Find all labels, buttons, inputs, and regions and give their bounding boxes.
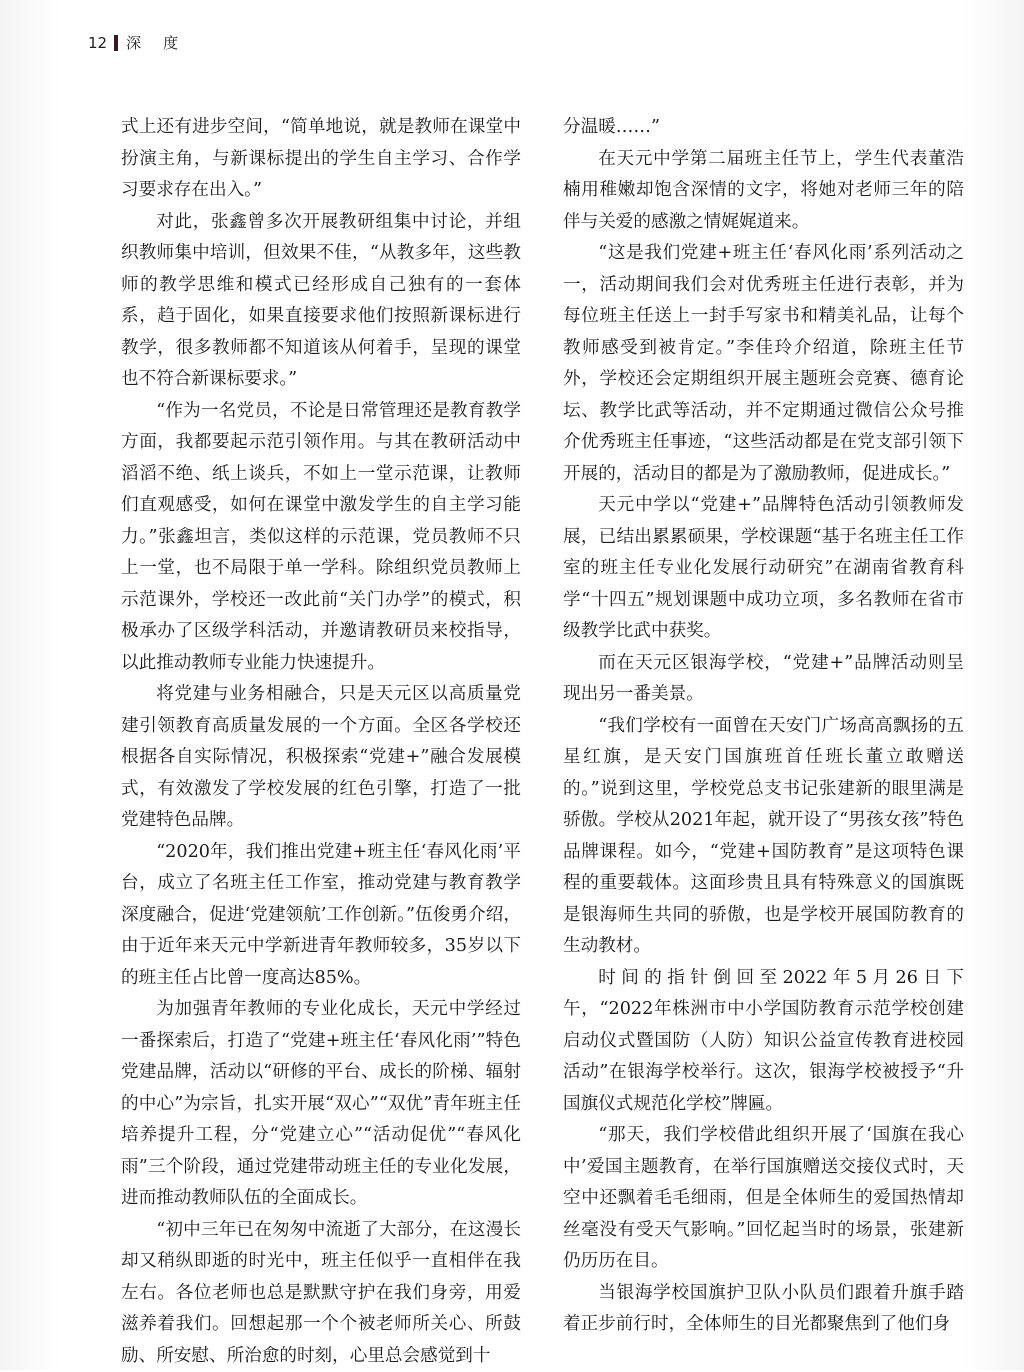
left-text-column [121, 112, 521, 1372]
paragraph: 为加强青年教师的专业化成长，天元中学经过一番探索后，打造了“党建+班主任‘春风化雨’”特色党建品牌，活动以“研修的平台、成长的阶梯、辐射的中心”为宗旨，扎实开展“双心”“双优”青年班主任培养提升工程，分“党建立心”“活动促优”“春风化雨”三个阶段，通过党建带动班主任的专业化发展，进而推动教师队伍的全面成长。 [121, 994, 521, 1215]
right-text-column [563, 112, 964, 1341]
paragraph: 当银海学校国旗护卫队小队员们跟着升旗手踏着正步前行时，全体师生的目光都聚焦到了他们身 [563, 1278, 964, 1341]
paragraph: 分温暖……” [563, 112, 964, 144]
paragraph: “这是我们党建+班主任‘春风化雨’系列活动之一，活动期间我们会对优秀班主任进行表彰，并为每位班主任送上一封手写家书和精美礼品，让每个教师感受到被肯定。”李佳玲介绍道，除班主任节外，学校还会定期组织开展主题班会竞赛、德育论坛、教学比武等活动，并不定期通过微信公众号推介优秀班主任事迹，“这些活动都是在党支部引领下开展的，活动目的都是为了激励教师，促进成长。” [563, 238, 964, 490]
paragraph: “那天，我们学校借此组织开展了‘国旗在我心中’爱国主题教育，在举行国旗赠送交接仪式时，天空中还飘着毛毛细雨，但是全体师生的爱国热情却丝毫没有受天气影响。”回忆起当时的场景，张建新仍历历在目。 [563, 1120, 964, 1278]
paragraph: “2020年，我们推出党建+班主任‘春风化雨’平台，成立了名班主任工作室，推动党建与教育教学深度融合，促进‘党建领航’工作创新。”伍俊勇介绍，由于近年来天元中学新进青年教师较多，35岁以下的班主任占比曾一度高达85%。 [121, 837, 521, 995]
paragraph: 时间的指针倒回至2022年5月26日下午，“2022年株洲市中小学国防教育示范学校创建启动仪式暨国防（人防）知识公益宣传教育进校园活动”在银海学校举行。这次，银海学校被授予“升国旗仪式规范化学校”牌匾。 [563, 963, 964, 1121]
header-divider-bar [114, 35, 118, 51]
running-header [88, 32, 200, 53]
paragraph: 将党建与业务相融合，只是天元区以高质量党建引领教育高质量发展的一个方面。全区各学校还根据各自实际情况，积极探索“党建+”融合发展模式，有效激发了学校发展的红色引擎，打造了一批党建特色品牌。 [121, 679, 521, 837]
page-number: 12 [88, 34, 107, 52]
paragraph: “我们学校有一面曾在天安门广场高高飘扬的五星红旗，是天安门国旗班首任班长董立敢赠送的。”说到这里，学校党总支书记张建新的眼里满是骄傲。学校从2021年起，就开设了“男孩女孩”特色品牌课程。如今，“党建+国防教育”是这项特色课程的重要载体。这面珍贵且具有特殊意义的国旗既是银海师生共同的骄傲，也是学校开展国防教育的生动教材。 [563, 711, 964, 963]
paragraph: 对此，张鑫曾多次开展教研组集中讨论，并组织教师集中培训，但效果不佳，“从教多年，这些教师的教学思维和模式已经形成自己独有的一套体系，趋于固化，如果直接要求他们按照新课标进行教学，很多教师都不知道该从何着手，呈现的课堂也不符合新课标要求。” [121, 207, 521, 396]
paragraph: 天元中学以“党建+”品牌特色活动引领教师发展，已结出累累硕果，学校课题“基于名班主任工作室的班主任专业化发展行动研究”在湖南省教育科学“十四五”规划课题中成功立项，多名教师在省市级教学比武中获奖。 [563, 490, 964, 648]
paragraph: “初中三年已在匆匆中流逝了大部分，在这漫长却又稍纵即逝的时光中，班主任似乎一直相伴在我左右。各位老师也总是默默守护在我们身旁，用爱滋养着我们。回想起那一个个被老师所关心、所鼓励、所安慰、所治愈的时刻，心里总会感觉到十 [121, 1215, 521, 1372]
paragraph: 式上还有进步空间，“简单地说，就是教师在课堂中扮演主角，与新课标提出的学生自主学习、合作学习要求存在出入。” [121, 112, 521, 207]
paragraph: 而在天元区银海学校，“党建+”品牌活动则呈现出另一番美景。 [563, 648, 964, 711]
paragraph: 在天元中学第二届班主任节上，学生代表董浩楠用稚嫩却饱含深情的文字，将她对老师三年的陪伴与关爱的感激之情娓娓道来。 [563, 144, 964, 239]
section-title: 深度 [126, 32, 200, 53]
paragraph: “作为一名党员，不论是日常管理还是教育教学方面，我都要起示范引领作用。与其在教研活动中滔滔不绝、纸上谈兵，不如上一堂示范课，让教师们直观感受，如何在课堂中激发学生的自主学习能力。”张鑫坦言，类似这样的示范课，党员教师不只上一堂，也不局限于单一学科。除组织党员教师上示范课外，学校还一改此前“关门办学”的模式，积极承办了区级学科活动，并邀请教研员来校指导，以此推动教师专业能力快速提升。 [121, 396, 521, 680]
